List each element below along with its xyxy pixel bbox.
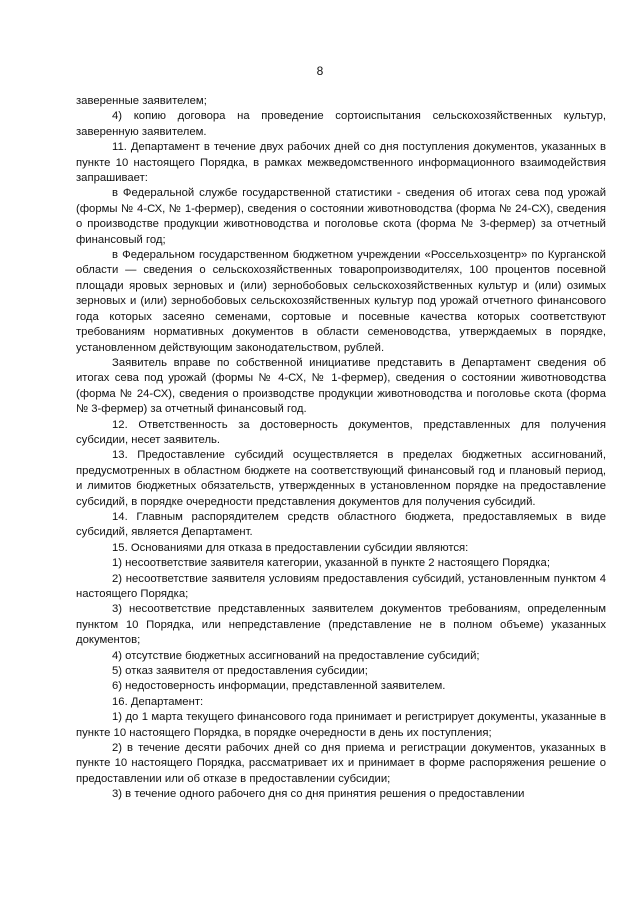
paragraph: 11. Департамент в течение двух рабочих дней со дня поступления документов, указанных в пункте 10 настоящего Порядка, в рамках межведомственного информационного взаимодействия запрашивает: xyxy=(76,141,606,185)
paragraph: 3) несоответствие представленных заявителем документов требованиям, определенным пунктом 10 Порядка, или непредставление (представление не в полном объеме) указанных документов; xyxy=(76,603,606,647)
paragraph: в Федеральном государственном бюджетном учреждении «Россельхозцентр» по Курганской области — сведения о сельскохозяйственных товаропроизводителях, 100 процентов посевной площади яровых зерновых и (или) зернобобовых сельскохозяйственных культур и (или) озимых зерновых и (или) зернобобовых сельскохозяйственных культур под урожай отчетного финансового года которых засеяно семенами, сортовые и посевные качества которых соответствуют требованиям нормативных документов в области семеноводства, утверждаемых в порядке, установленном действующим законодательством, рублей. xyxy=(76,249,606,354)
paragraph: 12. Ответственность за достоверность документов, представленных для получения субсидии, несет заявитель. xyxy=(76,418,606,446)
paragraph: в Федеральной службе государственной статистики - сведения об итогах сева под урожай (формы № 4-СХ, № 1-фермер), сведения о состоянии животноводства (форма № 24-СХ), сведения о производстве продукции животноводства и поголовье скота (форма № 3-фермер) за отчетный финансовый год; xyxy=(76,187,606,246)
page-number: 8 xyxy=(316,64,324,78)
paragraph: 4) копию договора на проведение сортоиспытания сельскохозяйственных культур, заверенную заявителем. xyxy=(76,110,606,138)
paragraph: заверенные заявителем; xyxy=(76,95,207,107)
paragraph: 2) в течение десяти рабочих дней со дня приема и регистрации документов, указанных в пункте 10 настоящего Порядка, рассматривает их и принимает в форме распоряжения решение о предоставлении или об отказе в предоставлении субсидии; xyxy=(76,742,606,785)
paragraph: 15. Основаниями для отказа в предоставлении субсидии являются: xyxy=(112,541,469,554)
paragraph: Заявитель вправе по собственной инициативе представить в Департамент сведения об итогах сева под урожай (формы № 4-СХ, № 1-фермер), сведения о состоянии животноводства (форма № 24-СХ), сведения о производстве продукции животноводства и поголовье скота (форма № 3-фермер) за отчетный финансовый год. xyxy=(76,356,606,416)
paragraph: 5) отказ заявителя от предоставления субсидии; xyxy=(112,665,368,678)
document-body xyxy=(76,94,606,803)
paragraph: 4) отсутствие бюджетных ассигнований на предоставление субсидий; xyxy=(112,649,480,662)
paragraph: 16. Департамент: xyxy=(112,695,204,708)
paragraph: 2) несоответствие заявителя условиям предоставления субсидий, установленным пунктом 4 настоящего Порядка; xyxy=(76,572,606,600)
paragraph: 1) до 1 марта текущего финансового года принимает и регистрирует документы, указанные в пункте 10 настоящего Порядка, в порядке очередности в день их поступления; xyxy=(76,711,606,739)
paragraph: 14. Главным распорядителем средств областного бюджета, предоставляемых в виде субсидий, является Департамент. xyxy=(76,510,606,539)
paragraph: 13. Предоставление субсидий осуществляется в пределах бюджетных ассигнований, предусмотренных в областном бюджете на соответствующий финансовый год и плановый период, и лимитов бюджетных обязательств, утвержденных в установленном порядке на предоставление субсидий, в порядке очередности представления документов для получения субсидий. xyxy=(76,449,606,508)
paragraph: 6) недостоверность информации, представленной заявителем. xyxy=(112,680,446,693)
paragraph: 3) в течение одного рабочего дня со дня принятия решения о предоставлении xyxy=(112,788,525,801)
paragraph: 1) несоответствие заявителя категории, указанной в пункте 2 настоящего Порядка; xyxy=(112,557,550,570)
